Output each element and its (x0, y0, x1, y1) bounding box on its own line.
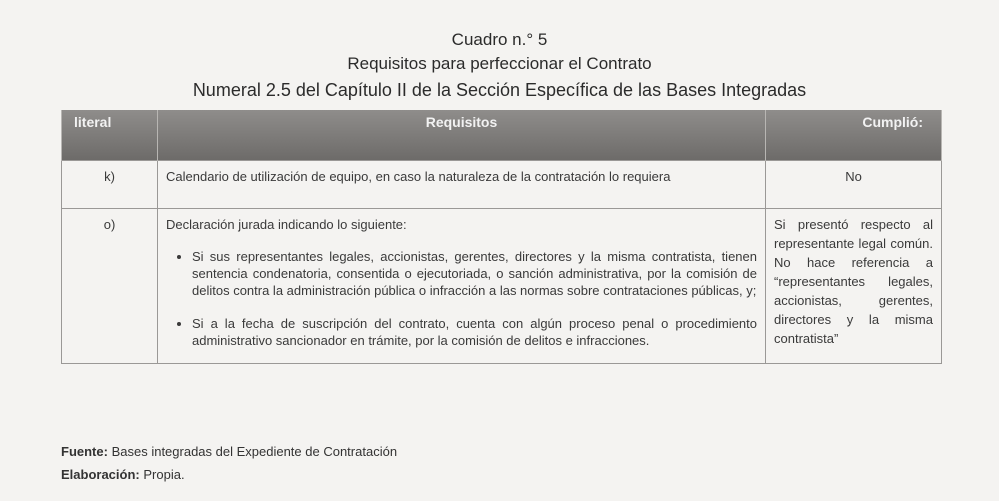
requisito-bullet-list (166, 248, 757, 349)
row-requisito-cell (158, 209, 766, 364)
table-number: Cuadro n.° 5 (451, 30, 548, 49)
header-cumplio: Cumplió: (766, 110, 942, 161)
elaboration-label: Elaboración: (61, 467, 140, 482)
bullet-item: • Si a la fecha de suscripción del contrato, cuenta con algún proceso penal o procedimiento administrativo sancionador en trámite, por la comisión de delitos e infracciones. (192, 315, 757, 349)
requirements-table (61, 110, 942, 364)
source-text: Bases integradas del Expediente de Contratación (111, 444, 398, 459)
table-row (62, 209, 942, 364)
row-cumplio: No (766, 161, 942, 209)
row-requisito: Declaración jurada indicando lo siguiente: (166, 217, 407, 232)
row-cumplio: Si presentó respecto al representante legal común. No hace referencia a “representantes legales, accionistas, gerentes, directores y la misma contratista” (766, 209, 942, 364)
elaboration-text: Propia. (143, 467, 185, 482)
header-requisitos: Requisitos (158, 110, 766, 161)
header-literal: literal (62, 110, 158, 161)
table-title: Requisitos para perfeccionar el Contrato (347, 54, 652, 73)
source-label: Fuente: (61, 444, 108, 459)
table-header-row (62, 110, 942, 161)
row-literal: k) (62, 161, 158, 209)
source-note (61, 444, 397, 459)
table-subtitle: Numeral 2.5 del Capítulo II de la Sección Específica de las Bases Integradas (192, 80, 807, 100)
row-requisito: Calendario de utilización de equipo, en caso la naturaleza de la contratación lo requiera (158, 161, 766, 209)
row-literal: o) (62, 209, 158, 364)
bullet-item: • Si sus representantes legales, accionistas, gerentes, directores y la misma contratista, tienen sentencia condenatoria, consentida o ejecutoriada, o sanción administrativa, por la comisión de delitos contra la administración pública o infracción a las normas sobre contrataciones públicas, y; (192, 248, 757, 299)
table-row (62, 161, 942, 209)
elaboration-note (61, 467, 185, 482)
